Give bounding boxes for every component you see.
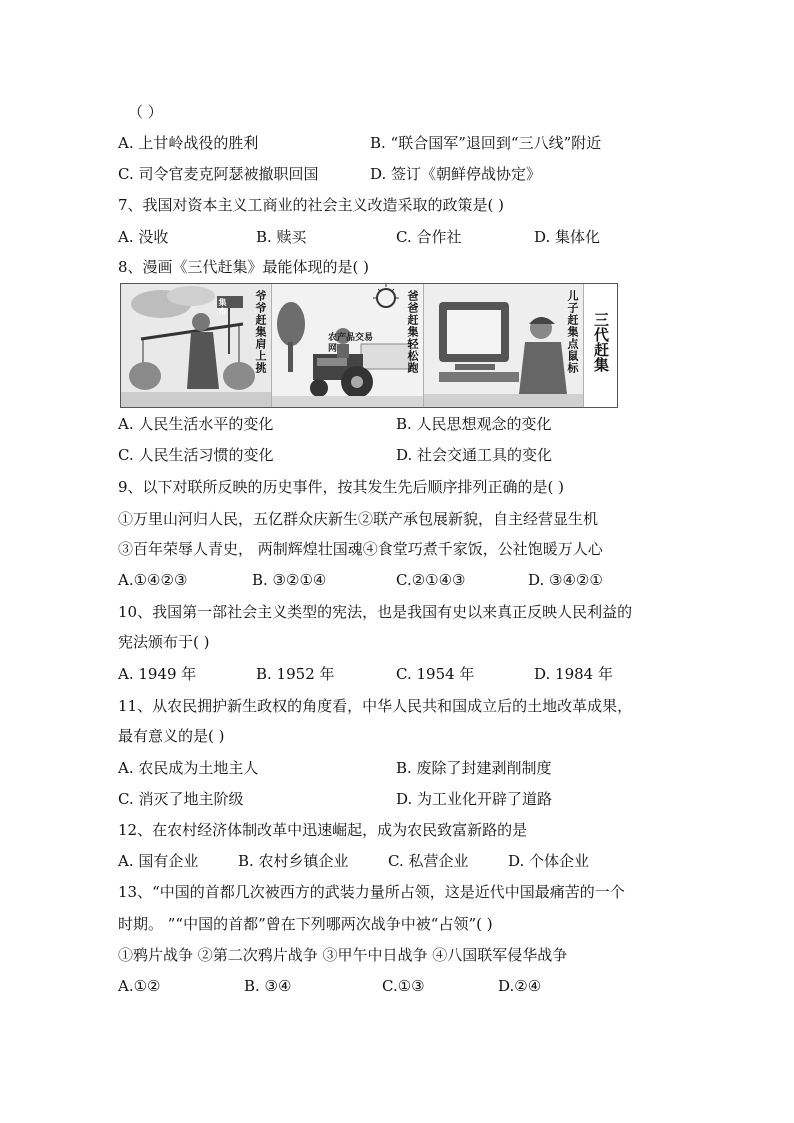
q7-option-a[interactable]: A. 没收 [118, 228, 169, 246]
q7-stem: 7、我国对资本主义工商业的社会主义改造采取的政策是( ) [118, 196, 505, 214]
q6-option-b[interactable]: B. “联合国军”退回到“三八线”附近 [370, 134, 602, 152]
q11-stem-line-1: 11、从农民拥护新生政权的角度看，中华人民共和国成立后的土地改革成果， [118, 697, 633, 715]
cartoon-three-generations [120, 283, 618, 408]
q9-option-c[interactable]: C.②①④③ [396, 571, 466, 589]
q6-option-d[interactable]: D. 签订《朝鲜停战协定》 [370, 165, 542, 183]
q9-option-a[interactable]: A.①④②③ [118, 571, 188, 589]
q8-option-b[interactable]: B. 人民思想观念的变化 [396, 415, 552, 433]
panel1-caption: 爷爷赶集肩上挑 [254, 290, 267, 374]
cartoon-title: 三代赶集 [592, 312, 610, 372]
q13-option-a[interactable]: A.①② [118, 977, 161, 995]
q8-stem: 8、漫画《三代赶集》最能体现的是( ) [118, 258, 370, 276]
q12-option-b[interactable]: B. 农村乡镇企业 [238, 852, 349, 870]
q11-option-b[interactable]: B. 废除了封建剥削制度 [396, 759, 552, 777]
q11-option-a[interactable]: A. 农民成为土地主人 [118, 759, 259, 777]
q13-statements: ①鸦片战争 ②第二次鸦片战争 ③甲午中日战争 ④八国联军侵华战争 [118, 946, 568, 964]
q6-option-a[interactable]: A. 上甘岭战役的胜利 [118, 134, 259, 152]
panel3-caption: 儿子赶集点鼠标 [566, 290, 579, 374]
q9-couplet-line-2: ③百年荣辱人青史， 两制辉煌壮国魂④食堂巧煮千家饭，公社饱暖万人心 [118, 540, 603, 558]
q8-option-d[interactable]: D. 社会交通工具的变化 [396, 446, 553, 464]
q7-option-c[interactable]: C. 合作社 [396, 228, 462, 246]
q10-option-a[interactable]: A. 1949 年 [118, 665, 197, 683]
q7-option-b[interactable]: B. 赎买 [256, 228, 307, 246]
q9-option-b[interactable]: B. ③②①④ [252, 571, 327, 589]
q10-option-d[interactable]: D. 1984 年 [534, 665, 613, 683]
q10-stem-line-2: 宪法颁布于( ) [118, 633, 210, 651]
q12-option-d[interactable]: D. 个体企业 [508, 852, 590, 870]
screen-text: 农产品交易网 [328, 333, 374, 354]
q8-option-a[interactable]: A. 人民生活水平的变化 [118, 415, 274, 433]
q9-option-d[interactable]: D. ③④②① [528, 571, 603, 589]
q6-bracket: （ ） [128, 103, 163, 121]
q9-stem: 9、以下对联所反映的历史事件，按其发生先后顺序排列正确的是( ) [118, 478, 565, 496]
q12-option-a[interactable]: A. 国有企业 [118, 852, 199, 870]
q6-option-c[interactable]: C. 司令官麦克阿瑟被撤职回国 [118, 165, 319, 183]
q12-option-c[interactable]: C. 私营企业 [388, 852, 469, 870]
q10-option-b[interactable]: B. 1952 年 [256, 665, 335, 683]
q13-option-b[interactable]: B. ③④ [244, 977, 292, 995]
q8-option-c[interactable]: C. 人民生活习惯的变化 [118, 446, 274, 464]
q10-option-c[interactable]: C. 1954 年 [396, 665, 475, 683]
q13-option-c[interactable]: C.①③ [382, 977, 425, 995]
q11-stem-line-2: 最有意义的是( ) [118, 727, 225, 745]
q7-option-d[interactable]: D. 集体化 [534, 228, 601, 246]
q13-stem-line-2: 时期。 ”“中国的首都”曾在下列哪两次战争中被“占领”( ) [118, 915, 493, 933]
q12-stem: 12、在农村经济体制改革中迅速崛起，成为农民致富新路的是 [118, 821, 528, 839]
market-sign-text: 集市 [218, 298, 228, 316]
q11-option-d[interactable]: D. 为工业化开辟了道路 [396, 790, 553, 808]
q10-stem-line-1: 10、我国第一部社会主义类型的宪法，也是我国有史以来真正反映人民利益的 [118, 603, 633, 621]
q13-stem-line-1: 13、“中国的首都几次被西方的武装力量所占领，这是近代中国最痛苦的一个 [118, 883, 625, 901]
q13-option-d[interactable]: D.②④ [498, 977, 542, 995]
q9-couplet-line-1: ①万里山河归人民，五亿群众庆新生②联产承包展新貌，自主经营显生机 [118, 510, 599, 528]
q11-option-c[interactable]: C. 消灭了地主阶级 [118, 790, 244, 808]
panel2-caption: 爸爸赶集轻松跑 [406, 290, 419, 374]
